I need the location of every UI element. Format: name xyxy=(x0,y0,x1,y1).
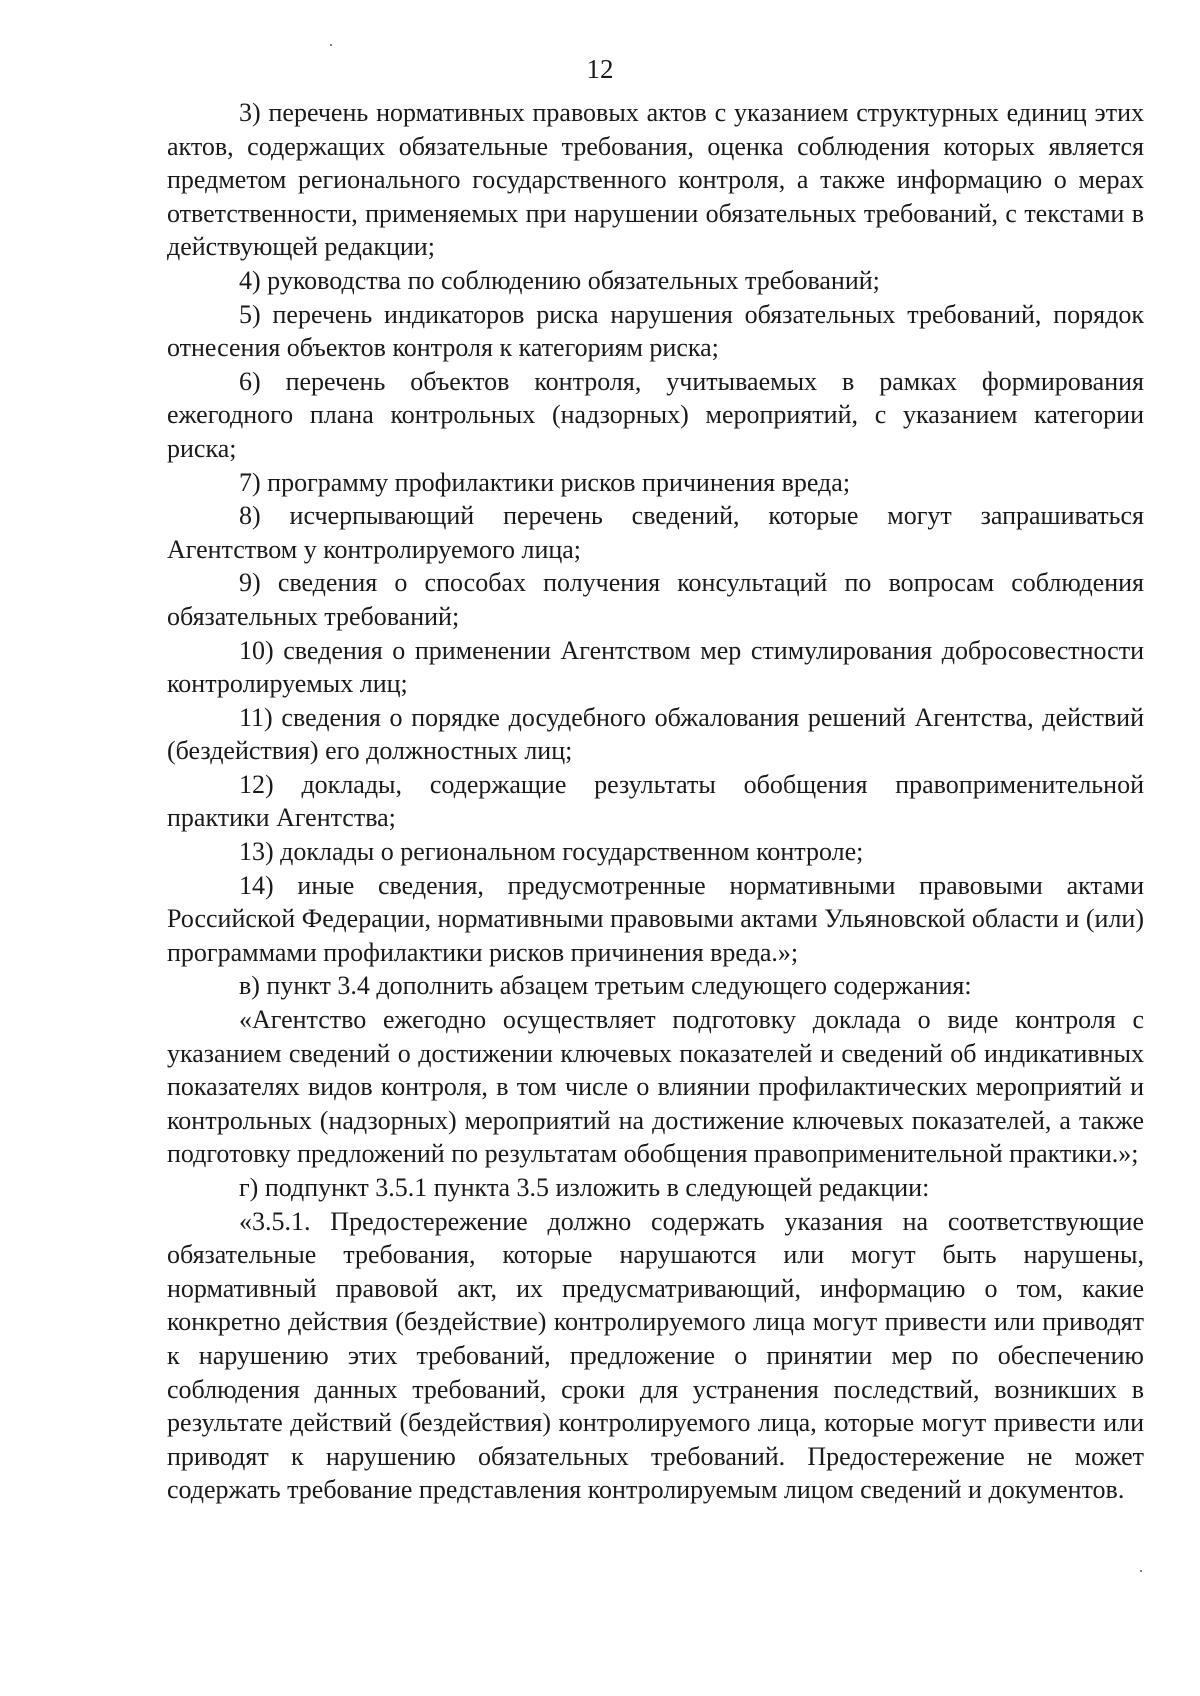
scan-speck xyxy=(1140,1570,1142,1572)
document-body xyxy=(167,96,1144,1507)
paragraph-item-4: 4) руководства по соблюдению обязательных требований; xyxy=(239,265,880,295)
paragraph-quote-agency-report: «Агентство ежегодно осуществляет подготовку доклада о виде контроля с указанием сведений о достижении ключевых показателей и сведений об индикативных показателях видов контроля, в том числе о влиянии профилактических мероприятий и контрольных (надзорных) мероприятий на достижение ключевых показателей, а также подготовку предложений по результатам обобщения правоприменительной практики.»; xyxy=(167,1005,1144,1169)
paragraph-subpoint-v: в) пункт 3.4 дополнить абзацем третьим следующего содержания: xyxy=(239,971,972,1001)
paragraph-item-12: 12) доклады, содержащие результаты обобщения правоприменительной практики Агентства; xyxy=(167,769,1144,833)
scan-speck xyxy=(330,44,332,46)
paragraph-item-10: 10) сведения о применении Агентством мер стимулирования добросовестности контролируемых лиц; xyxy=(167,635,1144,699)
paragraph-item-13: 13) доклады о региональном государственном контроле; xyxy=(239,837,864,867)
paragraph-item-6: 6) перечень объектов контроля, учитываемых в рамках формирования ежегодного плана контрольных (надзорных) мероприятий, с указанием категории риска; xyxy=(167,366,1144,463)
paragraph-item-3: 3) перечень нормативных правовых актов с указанием структурных единиц этих актов, содержащих обязательные требования, оценка соблюдения которых является предметом регионального государственного контроля, а также информацию о мерах ответственности, применяемых при нарушении обязательных требований, с текстами в действующей редакции; xyxy=(167,98,1144,262)
paragraph-quote-3-5-1: «3.5.1. Предостережение должно содержать указания на соответствующие обязательные требования, которые нарушаются или могут быть нарушены, нормативный правовой акт, их предусматривающий, информацию о том, какие конкретно действия (бездействие) контролируемого лица могут привести или приводят к нарушению этих требований, предложение о принятии мер по обеспечению соблюдения данных требований, сроки для устранения последствий, возникших в результате действий (бездействия) контролируемого лица, которые могут привести или приводят к нарушению обязательных требований. Предостережение не может содержать требование представления контролируемым лицом сведений и документов. xyxy=(167,1206,1144,1505)
paragraph-item-5: 5) перечень индикаторов риска нарушения обязательных требований, порядок отнесения объектов контроля к категориям риска; xyxy=(167,299,1144,363)
page-number: 12 xyxy=(586,54,614,84)
paragraph-item-11: 11) сведения о порядке досудебного обжалования решений Агентства, действий (бездействия) его должностных лиц; xyxy=(167,702,1144,766)
paragraph-item-7: 7) программу профилактики рисков причинения вреда; xyxy=(239,467,851,497)
paragraph-item-14: 14) иные сведения, предусмотренные нормативными правовыми актами Российской Федерации, нормативными правовыми актами Ульяновской области и (или) программами профилактики рисков причинения вреда.»; xyxy=(167,870,1144,967)
paragraph-subpoint-g: г) подпункт 3.5.1 пункта 3.5 изложить в следующей редакции: xyxy=(239,1173,930,1202)
paragraph-item-9: 9) сведения о способах получения консультаций по вопросам соблюдения обязательных требований; xyxy=(167,568,1144,631)
paragraph-item-8: 8) исчерпывающий перечень сведений, которые могут запрашиваться Агентством у контролируемого лица; xyxy=(167,501,1144,564)
